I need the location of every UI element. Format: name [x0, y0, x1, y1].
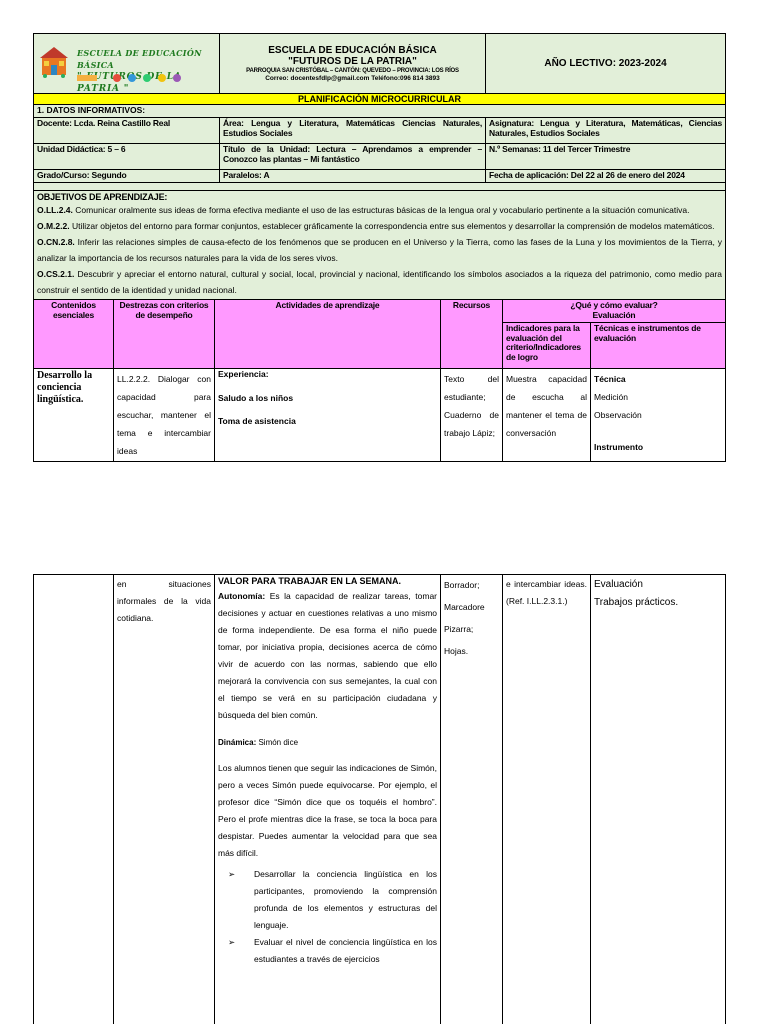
school-name: ESCUELA DE EDUCACIÓN BÁSICA	[268, 44, 437, 56]
page-2	[0, 574, 768, 1024]
evaluacion-label: Evaluación	[592, 309, 636, 320]
actividades-cell-continued	[215, 575, 441, 1024]
list-item: ➢ Evaluar el nivel de conciencia lingüística en los estudiantes a través de ejercicios	[228, 934, 437, 968]
contenido-cell: Desarrollo la conciencia lingüística.	[34, 368, 114, 461]
school-contact: Correo: docentesfdlp@gmail.com Teléfono:096 814 3893	[265, 74, 440, 82]
school-info-cell	[220, 34, 486, 94]
logo-cell	[34, 34, 220, 94]
header-table	[33, 33, 726, 105]
autonomia-label: Autonomía:	[218, 591, 266, 602]
grado-field: Grado/Curso: Segundo	[34, 170, 220, 183]
paralelos-field: Paralelos: A	[220, 170, 486, 183]
col-header-actividades: Actividades de aprendizaje	[215, 300, 441, 369]
experiencia-label: Experiencia:	[218, 368, 269, 379]
school-subtitle: "FUTUROS DE LA PATRIA"	[288, 56, 417, 68]
destreza-cell: LL.2.2.2. Dialogar con capacidad para escuchar, mantener el tema e intercambiar ideas	[114, 368, 215, 461]
tecnicas-cell-continued	[591, 575, 726, 1024]
plan-title: PLANIFICACIÓN MICROCURRICULAR	[34, 94, 726, 105]
tecnica-trabajos: Trabajos prácticos.	[594, 597, 679, 608]
col-header-contenidos: Contenidos esenciales	[34, 300, 114, 369]
tecnicas-cell	[591, 368, 726, 461]
contenido-cell-continued	[34, 575, 114, 1024]
datos-table	[33, 104, 726, 300]
objetivos-title: OBJETIVOS DE APRENDIZAJE:	[37, 191, 168, 202]
valor-title: VALOR PARA TRABAJAR EN LA SEMANA.	[218, 576, 402, 586]
col-header-recursos: Recursos	[441, 300, 503, 369]
spacer-row	[34, 182, 726, 190]
school-building-icon	[39, 43, 69, 79]
recurso-item: Marcadore	[444, 602, 485, 612]
logo-wordmark	[77, 47, 216, 94]
indicador-cell: Muestra capacidad de escucha al mantener el tema de conversación	[503, 368, 591, 461]
autonomia-paragraph	[218, 588, 437, 724]
tecnica-medicion: Medición	[594, 391, 629, 402]
unidad-field: Unidad Didáctica: 5 – 6	[34, 144, 220, 170]
tecnica-evaluacion: Evaluación	[594, 579, 643, 590]
objetivos-cell	[34, 190, 726, 299]
arrow-bullet-icon: ➢	[228, 868, 236, 879]
objetivo-item: O.CS.2.1. Descubrir y apreciar el entorno natural, cultural y social, local, provincial y nacional, identificando los símbolos asociados a la riqueza del patrimonio, como medio para construir el sentido de la identidad y unidad nacional.	[37, 269, 722, 296]
objetivo-item: O.M.2.2. Utilizar objetos del entorno para formar conjuntos, establecer gráficamente la correspondencia entre sus elementos y desarrollar la comprensión de modelos matemáticos.	[37, 221, 715, 232]
activities-table-continued	[33, 574, 726, 1024]
school-logo	[37, 35, 216, 94]
recursos-cell: Texto del estudiante; Cuaderno de trabajo Lápiz;	[441, 368, 503, 461]
fecha-field: Fecha de aplicación: Del 22 al 26 de enero del 2024	[486, 170, 726, 183]
logo-line-1: ESCUELA DE EDUCACIÓN BÁSICA	[77, 48, 202, 70]
destreza-cell-continued: en situaciones informales de la vida cotidiana.	[114, 575, 215, 1024]
recurso-item: Hojas.	[444, 646, 469, 656]
arrow-bullet-icon: ➢	[228, 936, 236, 947]
page-1	[0, 33, 768, 462]
objetivo-item: O.CN.2.8. Inferir las relaciones simples de causa-efecto de los fenómenos que se producen en el Universo y la Tierra, como las fases de la Luna y los movimientos de la Tierra, y analizar la importancia de los recursos naturales para la vida de los seres vivos.	[37, 237, 722, 264]
dinamica-text: Los alumnos tienen que seguir las indicaciones de Simón, pero a veces Simón puede equivocarse. Por ejemplo, el profesor dice “Simón dice que os toquéis el hombro”. Pero el profe mientras dice la frase, se toca la boca para despistar. Puedes aumentar la velocidad para que sea más difícil.	[218, 762, 437, 858]
titulo-field: Título de la Unidad: Lectura – Aprendamos a emprender – Conozco las plantas – Mi fantástico	[220, 144, 486, 170]
autonomia-text: Es la capacidad de realizar tareas, tomar decisiones y actuar en cuestiones relativas a uno mismo de forma independiente. De esa forma el niño puede tomar, por iniciativa propia, decisiones acerca de cómo vivir de acuerdo con las normas, sabiendo que ello mejorará la convivencia con sus semejantes, la cual con el tiempo se verá en su participación ciudadana y búsqueda del bien común.	[218, 591, 437, 721]
recurso-item: Pizarra;	[444, 624, 474, 634]
children-illustration-icon	[77, 73, 217, 83]
col-header-indicadores: Indicadores para la evaluación del criterio/Indicadores de logro	[503, 322, 591, 368]
activities-table	[33, 299, 726, 462]
school-year: AÑO LECTIVO: 2023-2024	[486, 34, 726, 94]
col-header-tecnicas: Técnicas e instrumentos de evaluación	[591, 322, 726, 368]
tecnica-observacion: Observación	[594, 409, 642, 420]
school-address: PARROQUIA SAN CRISTÓBAL – CANTÓN: QUEVEDO – PROVINCIA: LOS RÍOS	[246, 67, 459, 74]
logo-line-2: DE PATRIA "	[77, 72, 163, 94]
dinamica-line	[218, 738, 437, 747]
evaluacion-question: ¿Qué y cómo evaluar?	[570, 300, 658, 311]
actividades-cell	[215, 368, 441, 461]
recurso-item: Borrador;	[444, 580, 480, 590]
indicador-cell-continued: e intercambiar ideas. (Ref. I.LL.2.3.1.)	[503, 575, 591, 1024]
col-header-evaluacion	[503, 300, 726, 323]
instrumento-label: Instrumento	[594, 441, 644, 452]
list-item: ➢ Desarrollar la conciencia lingüística en los participantes, promoviendo la comprensión profunda de los elementos y estructuras del lenguaje.	[228, 866, 437, 934]
recursos-cell-continued	[441, 575, 503, 1024]
docente-field: Docente: Lcda. Reina Castillo Real	[34, 118, 220, 144]
dinamica-name: Simón dice	[256, 738, 299, 748]
tecnica-label: Técnica	[594, 373, 626, 384]
activity-saludo: Saludo a los niños	[218, 392, 294, 403]
area-field: Área: Lengua y Literatura, Matemáticas Ciencias Naturales, Estudios Sociales	[220, 118, 486, 144]
semanas-field: N.º Semanas: 11 del Tercer Trimestre	[486, 144, 726, 170]
asignatura-field: Asignatura: Lengua y Literatura, Matemáticas, Ciencias Naturales, Estudios Sociales	[486, 118, 726, 144]
col-header-destrezas: Destrezas con criterios de desempeño	[114, 300, 215, 369]
objectives-bullet-list	[218, 866, 437, 968]
dinamica-label: Dinámica:	[218, 738, 257, 748]
objetivo-item: O.LL.2.4. Comunicar oralmente sus ideas de forma efectiva mediante el uso de las estructuras básicas de la lengua oral y vocabulario pertinente a la situación comunicativa.	[37, 205, 690, 216]
activity-asistencia: Toma de asistencia	[218, 416, 296, 427]
datos-section-title: 1. DATOS INFORMATIVOS:	[34, 105, 726, 118]
